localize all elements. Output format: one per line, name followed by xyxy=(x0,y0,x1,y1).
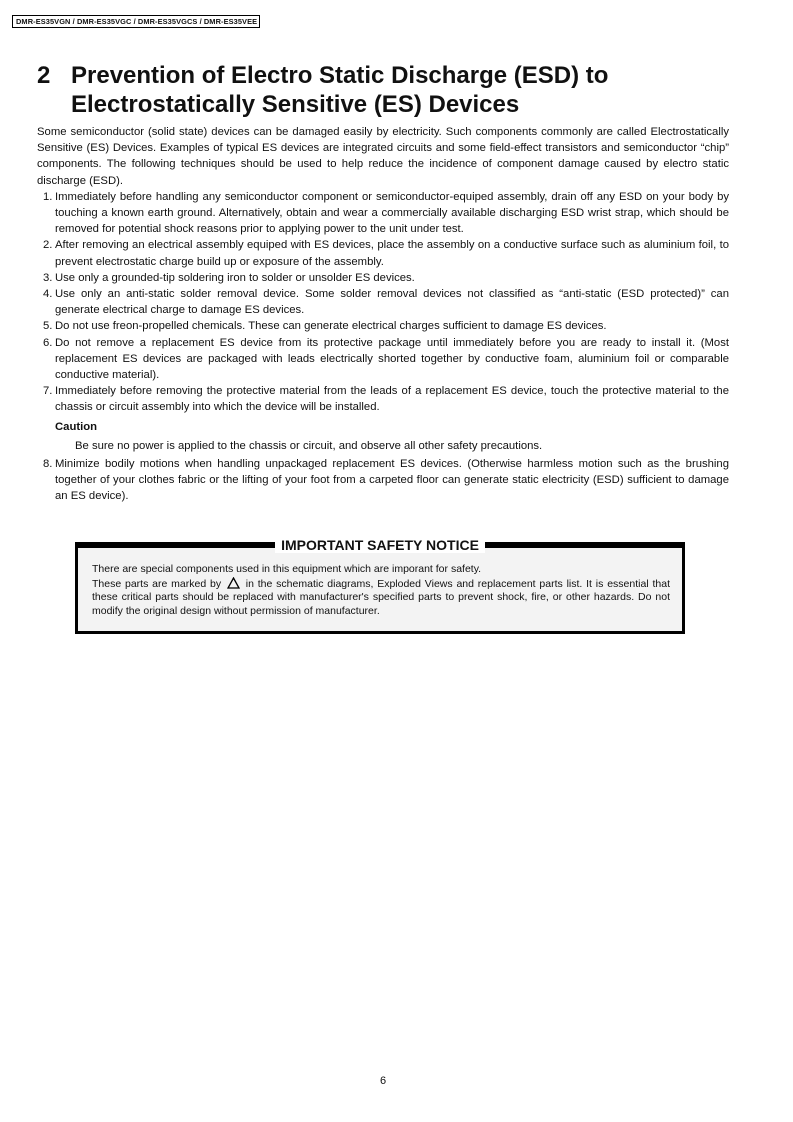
step-text: Do not remove a replacement ES device from its protective package until immediately before you are ready to install it. (Most replacement ES devices are packaged with leads electrically shorted together by conductive foam, aluminium foil or comparable conductive material). xyxy=(55,336,729,382)
safety-notice-header xyxy=(78,537,682,553)
header-rule-left xyxy=(78,543,275,548)
step-item xyxy=(37,335,729,384)
step-number: 1. xyxy=(43,190,53,203)
esd-steps-list-continued xyxy=(37,456,729,505)
section-number: 2 xyxy=(37,62,51,89)
step-number: 4. xyxy=(43,288,53,301)
step-text: Immediately before removing the protective material from the leads of a replacement ES device, touch the protective material to the chassis or circuit assembly into which the device will be installed. xyxy=(55,385,729,414)
step-item xyxy=(37,318,729,334)
caution-text: Be sure no power is applied to the chassis or circuit, and observe all other safety precautions. xyxy=(75,439,543,452)
safety-notice-body xyxy=(92,563,670,618)
caution-label: Caution xyxy=(55,420,98,433)
step-text: Minimize bodily motions when handling unpackaged replacement ES devices. (Otherwise harmless motion such as the brushing together of your clothes fabric or the lifting of your foot from a carpeted floor can generate static electricity (ESD) sufficient to damage an ES device). xyxy=(55,458,729,503)
safety-notice-paragraph xyxy=(92,577,670,619)
step-number: 2. xyxy=(43,239,53,252)
esd-steps-list xyxy=(37,189,729,416)
step-item xyxy=(37,286,729,318)
step-number: 6. xyxy=(43,336,53,349)
section-title-line2: Electrostatically Sensitive (ES) Devices xyxy=(71,90,520,118)
safety-notice-line1: There are special components used in this equipment which are imporant for safety. xyxy=(92,563,482,575)
step-text: After removing an electrical assembly equiped with ES devices, place the assembly on a conductive surface such as aluminium foil, to prevent electrostatic charge build up or exposure of the assembly. xyxy=(55,239,729,268)
safety-notice-text-before-icon: These parts are marked by xyxy=(92,577,222,590)
safety-notice-text-after-icon: in the schematic diagrams, Exploded Views and replacement parts list. It is essential that these critical parts should be replaced with manufacturer's specified parts to prevent shock, fire, or other hazards. Do not modify the original design without permission of manufacturer. xyxy=(92,577,670,617)
step-text: Use only a grounded-tip soldering iron to solder or unsolder ES devices. xyxy=(55,271,415,284)
safety-notice-box xyxy=(75,537,685,634)
step-item xyxy=(37,456,729,505)
step-number: 5. xyxy=(43,320,53,333)
step-text: Do not use freon-propelled chemicals. These can generate electrical charges sufficient to damage ES devices. xyxy=(55,320,607,333)
step-item xyxy=(37,270,729,286)
safety-notice-title: IMPORTANT SAFETY NOTICE xyxy=(275,537,485,553)
warning-triangle-icon xyxy=(227,577,240,589)
section-body xyxy=(37,124,729,505)
step-text: Use only an anti-static solder removal device. Some solder removal devices not classified as “anti-static (ESD protected)” can generate electrical charge to damage ES devices. xyxy=(55,288,729,317)
step-item xyxy=(37,237,729,269)
step-text: Immediately before handling any semiconductor component or semiconductor-equiped assembly, drain off any ESD on your body by touching a known earth ground. Alternatively, obtain and wear a commercially available discharging ESD wrist strap, which should be removed for potential shock reasons prior to applying power to the unit under test. xyxy=(55,190,729,236)
step-item xyxy=(37,383,729,415)
intro-paragraph: Some semiconductor (solid state) devices can be damaged easily by electricity. Such components commonly are called Electrostatically Sensitive (ES) Devices. Examples of typical ES devices are integrated circuits and some field-effect transistors and semiconductor “chip” components. The following techniques should be used to help reduce the incidence of component damage caused by electro static discharge (ESD). xyxy=(37,126,729,187)
step-number: 3. xyxy=(43,271,53,284)
section-title-line1: Prevention of Electro Static Discharge (ESD) to xyxy=(71,62,609,89)
step-item xyxy=(37,189,729,238)
header-rule-right xyxy=(485,543,682,548)
section-heading xyxy=(37,62,757,119)
step-number: 8. xyxy=(43,458,53,471)
step-number: 7. xyxy=(43,385,53,398)
model-number-tag: DMR-ES35VGN / DMR-ES35VGC / DMR-ES35VGCS / DMR-ES35VEE xyxy=(12,15,260,28)
page-number: 6 xyxy=(379,1075,387,1087)
